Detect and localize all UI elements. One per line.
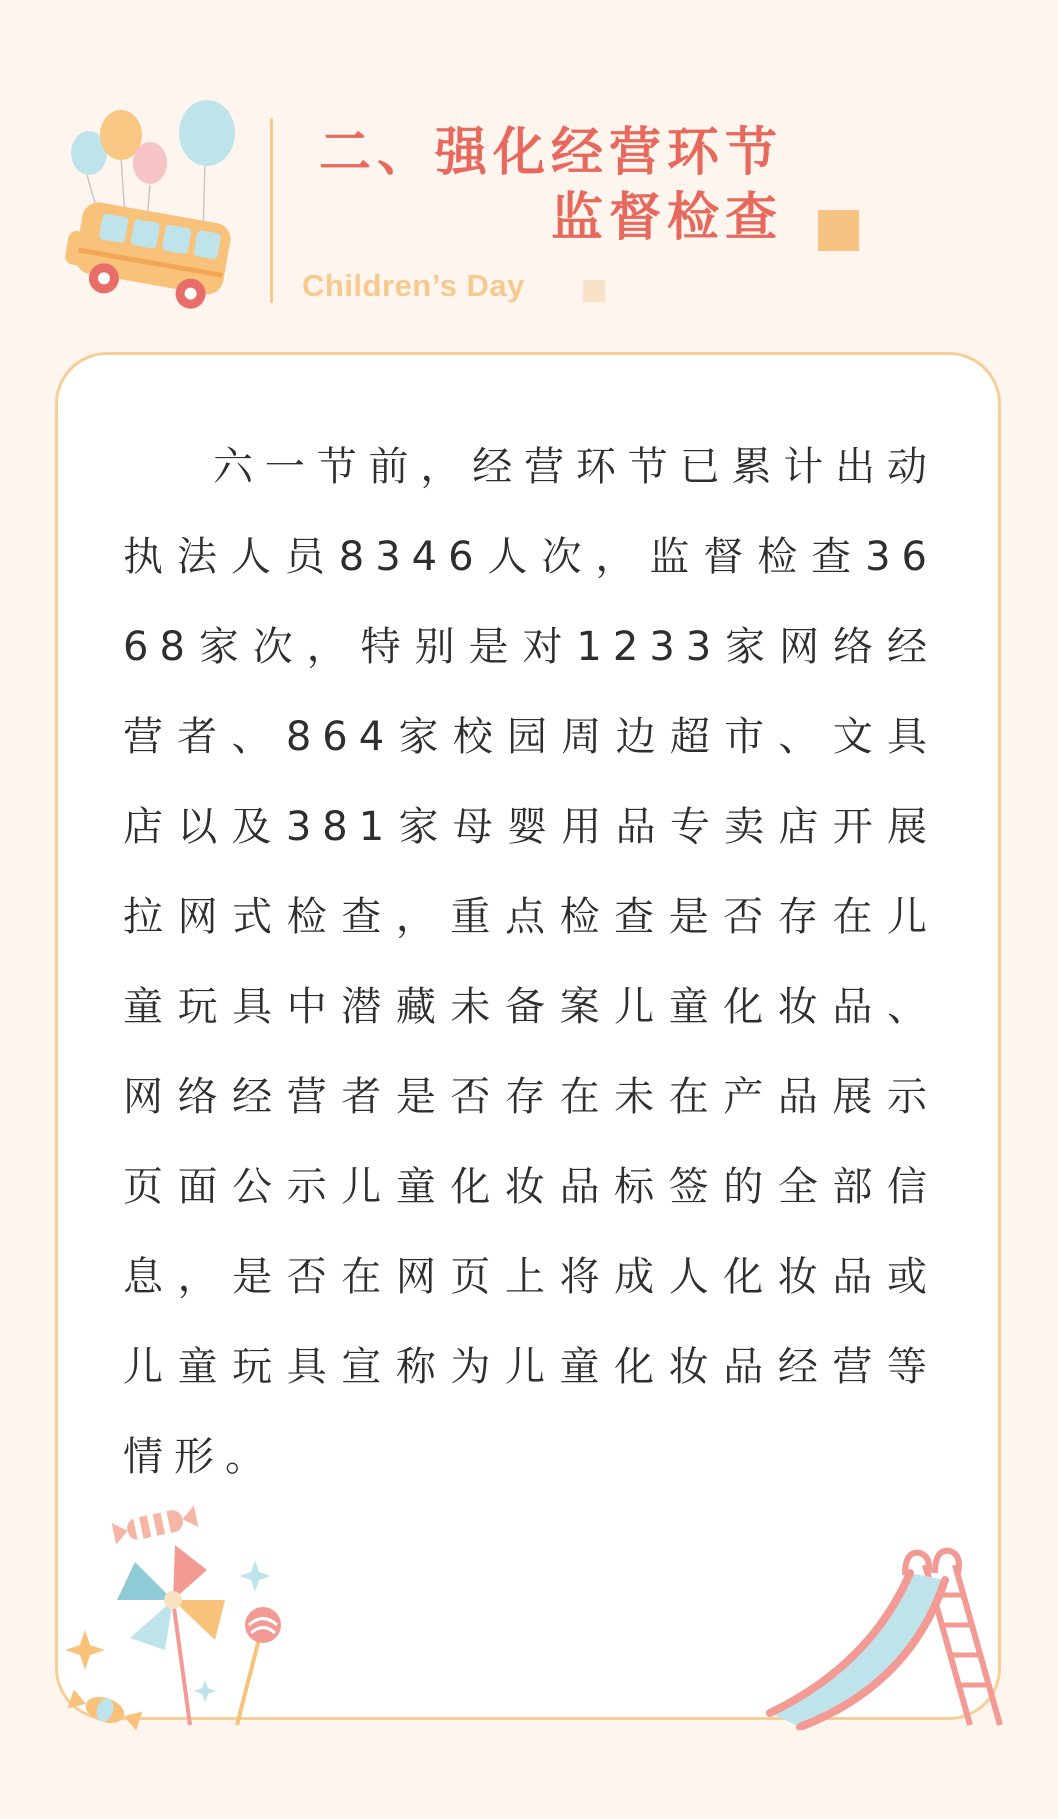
page-title-line-1: 二、强化经营环节 [318,123,783,183]
article-paragraph: 六一节前，经营环节已累计出动执法人员8346人次，监督检查3668家次，特别是对1233家网络经营者、864家校园周边超市、文具店以及381家母婴用品专卖店开展拉网式检查，重点检查是否存在儿童玩具中潜藏未备案儿童化妆品、网络经营者是否存在未在产品展示页面公示儿童化妆品标签的全部信息，是否在网页上将成人化妆品或儿童玩具宣称为儿童化妆品经营等情形。 [123,444,938,1480]
header-divider [270,118,273,303]
subtitle-accent-square [583,280,605,302]
page-subtitle: Children’s Day [302,268,525,303]
title-accent-square [818,210,859,251]
page-title-line-2: 监督检查 [550,188,783,248]
school-bus-balloons-icon [55,95,260,325]
slide-icon [760,1545,1010,1730]
pinwheel-candy-icon [55,1500,315,1730]
